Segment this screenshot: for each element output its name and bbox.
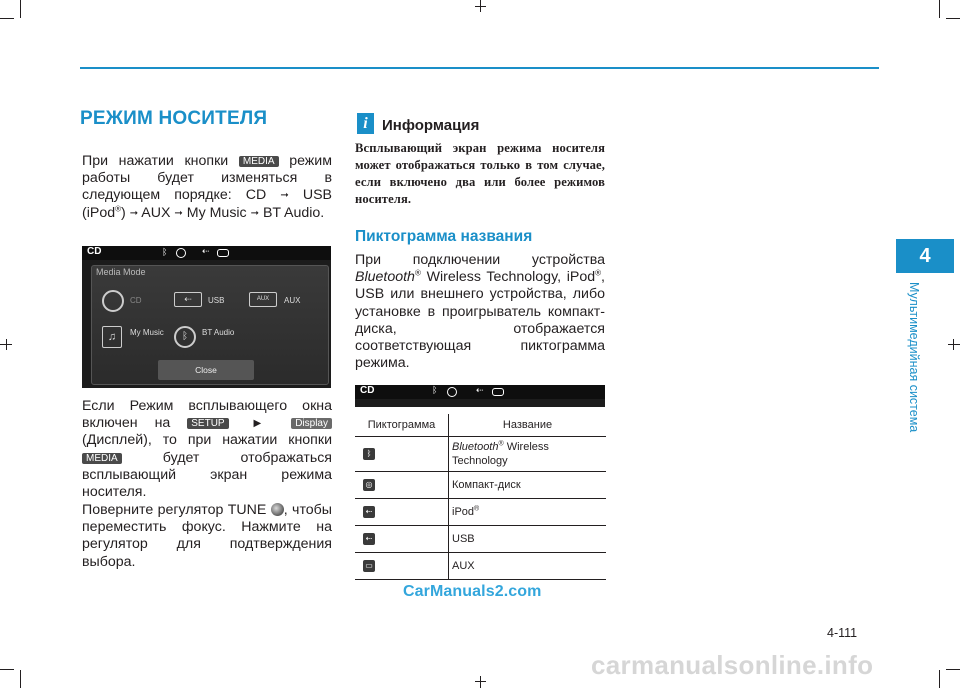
table-row (355, 437, 606, 472)
display-chip: Display (291, 418, 332, 429)
name-cell (449, 553, 607, 580)
aux-icon (217, 249, 229, 257)
media-mode-panel (91, 265, 329, 385)
text: AUX (452, 560, 475, 572)
footer-watermark: carmanualsonline.info (591, 650, 874, 680)
arrow-icon: ➞ (280, 190, 289, 202)
icon-table (355, 414, 606, 580)
table-row (355, 499, 606, 526)
disc-icon: ◎ (363, 479, 375, 491)
registered-mark: ® (414, 268, 421, 278)
text: , чтобы переместить фокус. Нажмите на регулятор для подтверждения выбора. (82, 502, 332, 570)
icon-cell (355, 437, 449, 472)
crop-mark (20, 0, 21, 18)
column-header: Название (449, 414, 607, 437)
text: USB (iPod (82, 187, 332, 221)
subsection-heading: Пиктограмма названия (355, 228, 533, 245)
aux-icon: AUX (249, 292, 277, 307)
text: Компакт-диск (452, 479, 521, 491)
info-text: Всплывающий экран режима носителя может отображаться только в том случае, если включено два или более режимов носителя. (355, 141, 605, 206)
text: Wireless Technology (452, 441, 549, 467)
name-cell (449, 499, 607, 526)
item-label: CD (130, 296, 142, 305)
usb-icon: ⇠ (174, 292, 202, 307)
table-row (355, 472, 606, 499)
crop-mark (475, 681, 486, 682)
folder-music-icon: ♫ (102, 326, 122, 348)
crop-mark (480, 676, 481, 688)
usb-icon: ⇠ (363, 506, 375, 518)
text: My Music (186, 204, 247, 221)
media-mode-screenshot (82, 246, 331, 388)
table-row (355, 553, 606, 580)
tune-paragraph (82, 502, 332, 571)
crop-mark (475, 6, 486, 7)
chapter-tab: 4 (896, 239, 954, 273)
item-label: USB (208, 296, 225, 305)
icon-cell (355, 499, 449, 526)
crop-mark (946, 18, 960, 19)
icon-cell (355, 553, 449, 580)
page-number: 4-111 (827, 626, 858, 640)
text: режим работы будет изменяться в следующем порядке: CD (82, 153, 332, 204)
setup-button-chip: SETUP (187, 418, 228, 429)
crop-mark (0, 18, 14, 19)
arrow-icon: ➞ (250, 207, 259, 219)
usb-icon: ⇠ (476, 385, 484, 395)
media-item-my-music[interactable] (102, 326, 162, 350)
icon-cell (355, 526, 449, 553)
text: (Дисплей), то при нажатии кнопки (82, 432, 332, 449)
bluetooth-icon: ᛒ (174, 326, 196, 348)
media-item-aux[interactable] (249, 292, 309, 314)
arrow-icon: ➞ (174, 207, 183, 219)
disc-icon (176, 248, 186, 258)
registered-mark: ® (498, 440, 504, 448)
name-cell (449, 437, 607, 472)
text: будет отображаться всплывающий экран режима носителя. (82, 449, 332, 501)
item-label: BT Audio (202, 328, 235, 337)
status-bar (82, 246, 331, 260)
watermark: CarManuals2.com (403, 583, 542, 600)
crop-mark (0, 669, 14, 670)
text: USB (452, 533, 475, 545)
registered-mark: ® (115, 203, 122, 213)
crop-mark (939, 0, 940, 18)
aux-icon (492, 388, 504, 396)
crop-mark (20, 670, 21, 688)
crop-mark (939, 670, 940, 688)
text: iPod (452, 506, 475, 518)
status-bar (355, 385, 605, 399)
registered-mark: ® (474, 505, 480, 513)
table-header-row (355, 414, 606, 437)
table-row (355, 526, 606, 553)
text: ) (121, 204, 126, 221)
crop-mark (948, 344, 960, 345)
bluetooth-icon: ᛒ (363, 448, 375, 460)
panel-title: Media Mode (96, 267, 146, 277)
title-icon-paragraph (355, 252, 605, 372)
disc-icon (447, 387, 457, 397)
text: BT Audio. (262, 204, 325, 221)
info-title: Информация (382, 117, 480, 134)
media-item-cd[interactable] (102, 292, 162, 314)
info-icon: i (357, 113, 374, 134)
text: Wireless Technology, iPod (426, 269, 596, 286)
item-label: AUX (284, 296, 301, 305)
usb-icon: ⇠ (363, 533, 375, 545)
registered-mark: ® (595, 268, 602, 278)
column-header: Пиктограмма (355, 414, 449, 437)
play-arrow-icon: ▶ (253, 418, 275, 430)
bluetooth-icon: ᛒ (162, 247, 168, 257)
status-bar-screenshot (355, 385, 605, 407)
arrow-icon: ➞ (129, 207, 139, 219)
header-rule (80, 67, 879, 69)
popup-paragraph (82, 398, 332, 501)
media-button-chip: MEDIA (82, 453, 122, 464)
bluetooth-brand: Bluetooth (355, 269, 415, 286)
crop-mark (953, 339, 954, 350)
name-cell (449, 526, 607, 553)
section-heading: РЕЖИМ НОСИТЕЛЯ (80, 108, 268, 129)
media-item-bt-audio[interactable] (174, 326, 244, 350)
crop-mark (6, 339, 7, 350)
intro-paragraph (82, 153, 332, 222)
chapter-label: Мультимедийная система (907, 282, 921, 433)
text: AUX (141, 204, 171, 221)
bluetooth-icon: ᛒ (432, 385, 438, 395)
text: При нажатии кнопки (82, 153, 229, 169)
icon-cell (355, 472, 449, 499)
text: При подключении устройства (355, 252, 605, 268)
item-label: My Music (130, 328, 164, 337)
text: Bluetooth (452, 441, 499, 453)
usb-icon: ⇠ (202, 246, 210, 256)
tune-knob-icon (271, 503, 284, 516)
name-cell (449, 472, 607, 499)
media-item-usb[interactable] (174, 292, 234, 314)
text: Если Режим всплывающего окна включен на (82, 398, 332, 432)
status-cd-label: CD (87, 246, 102, 257)
disc-icon (102, 290, 124, 312)
status-cd-label: CD (360, 385, 375, 396)
aux-icon: ▭ (363, 560, 375, 572)
text: Поверните регулятор TUNE (82, 502, 267, 518)
text: , USB или внешнего устройства, либо установке в проигрыватель компакт-диска, отображается соответствующая пиктограмма режима. (355, 269, 605, 372)
close-button[interactable]: Close (158, 360, 254, 380)
crop-mark (946, 669, 960, 670)
media-button-chip: MEDIA (239, 156, 279, 167)
